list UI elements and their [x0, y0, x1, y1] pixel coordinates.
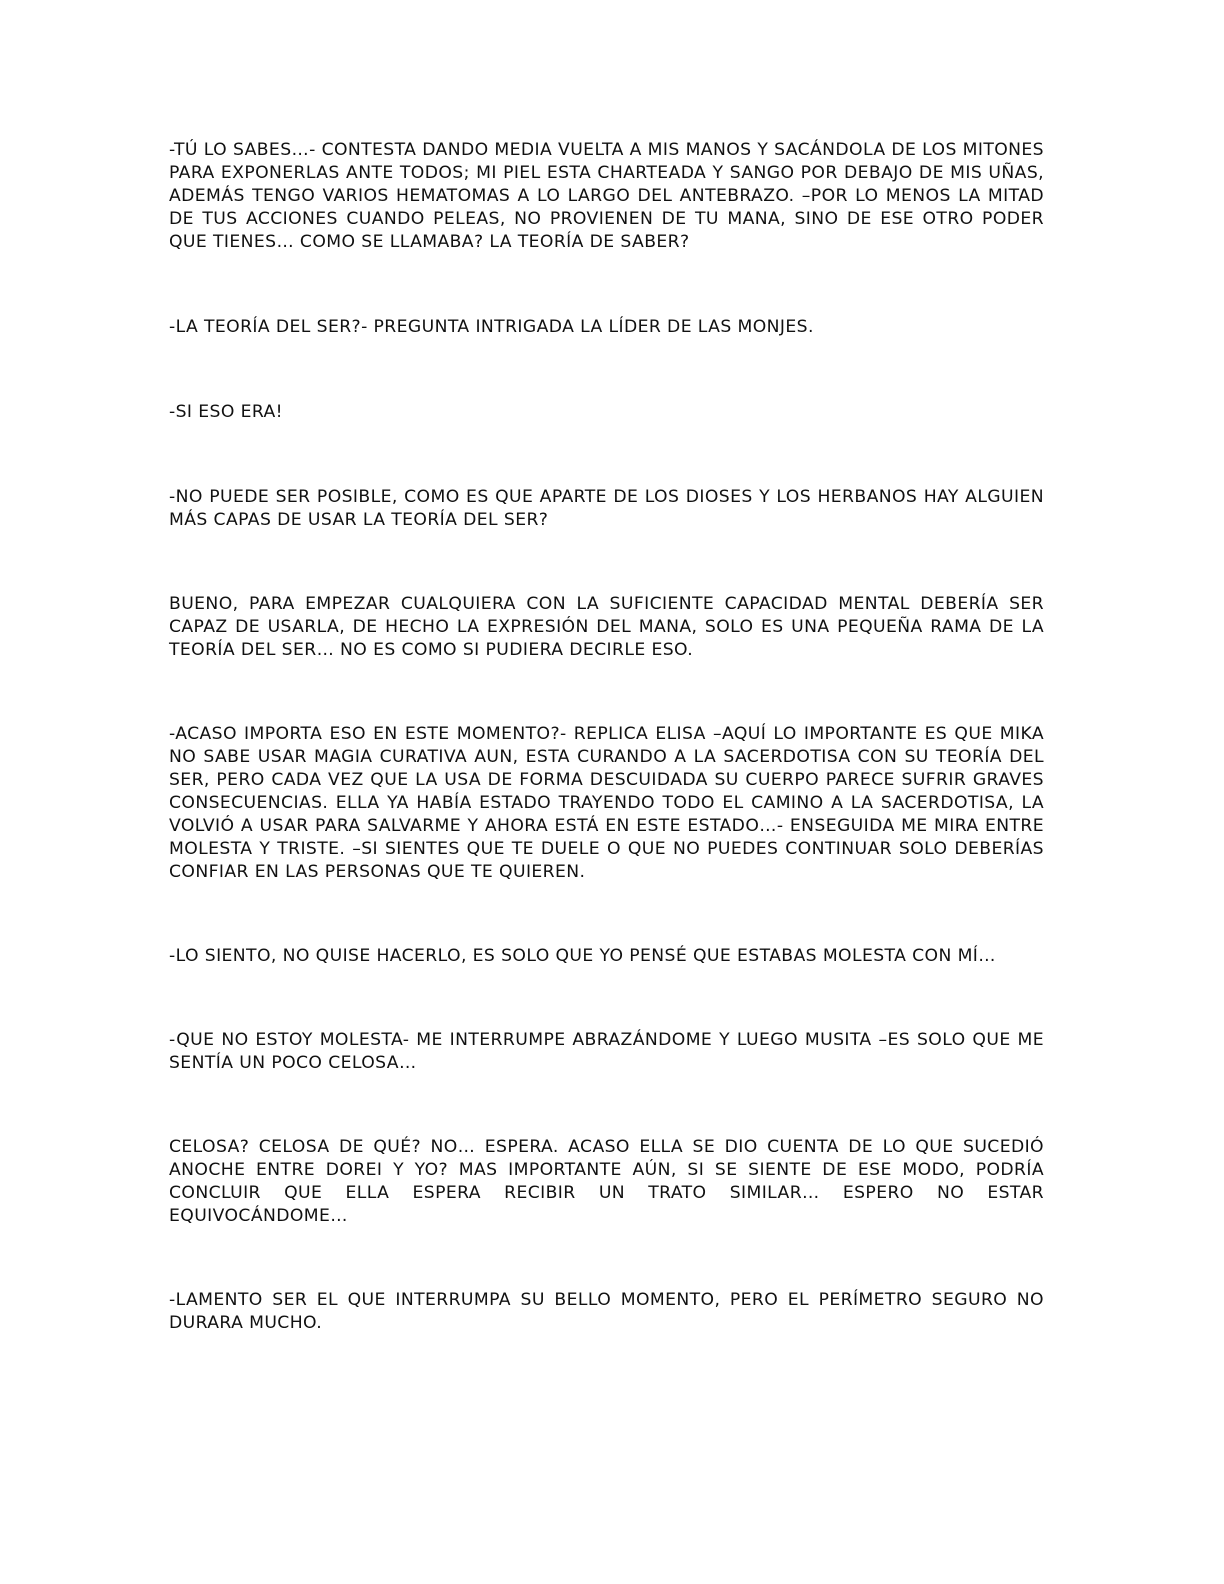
text-body: [169, 139, 1044, 1335]
paragraph-6: -ACASO IMPORTA ESO EN ESTE MOMENTO?- REPLICA ELISA –AQUÍ LO IMPORTANTE ES QUE MIKA NO SABE USAR MAGIA CURATIVA AUN, ESTA CURANDO A LA SACERDOTISA CON SU TEORÍA DEL SER, PERO CADA VEZ QUE LA USA DE FORMA DESCUIDADA SU CUERPO PARECE SUFRIR GRAVES CONSECUENCIAS. ELLA YA HABÍA ESTADO TRAYENDO TODO EL CAMINO A LA SACERDOTISA, LA VOLVIÓ A USAR PARA SALVARME Y AHORA ESTÁ EN ESTE ESTADO…- ENSEGUIDA ME MIRA ENTRE MOLESTA Y TRISTE. –SI SIENTES QUE TE DUELE O QUE NO PUEDES CONTINUAR SOLO DEBERÍAS CONFIAR EN LAS PERSONAS QUE TE QUIEREN.: [169, 724, 1044, 882]
paragraph-9: CELOSA? CELOSA DE QUÉ? NO… ESPERA. ACASO ELLA SE DIO CUENTA DE LO QUE SUCEDIÓ ANOCHE ENTRE DOREI Y YO? MAS IMPORTANTE AÚN, SI SE SIENTE DE ESE MODO, PODRÍA CONCLUIR QUE ELLA ESPERA RECIBIR UN TRATO SIMILAR… ESPERO NO ESTAR EQUIVOCÁNDOME…: [169, 1137, 1044, 1226]
paragraph-3: -SI ESO ERA!: [169, 402, 283, 422]
paragraph-8: -QUE NO ESTOY MOLESTA- ME INTERRUMPE ABRAZÁNDOME Y LUEGO MUSITA –ES SOLO QUE ME SENTÍA UN POCO CELOSA…: [169, 1030, 1044, 1073]
paragraph-7: -LO SIENTO, NO QUISE HACERLO, ES SOLO QUE YO PENSÉ QUE ESTABAS MOLESTA CON MÍ…: [169, 946, 996, 966]
paragraph-4: -NO PUEDE SER POSIBLE, COMO ES QUE APARTE DE LOS DIOSES Y LOS HERBANOS HAY ALGUIEN MÁS CAPAS DE USAR LA TEORÍA DEL SER?: [169, 487, 1044, 530]
paragraph-10: -LAMENTO SER EL QUE INTERRUMPA SU BELLO MOMENTO, PERO EL PERÍMETRO SEGURO NO DURARA MUCHO.: [169, 1290, 1044, 1333]
paragraph-5: BUENO, PARA EMPEZAR CUALQUIERA CON LA SUFICIENTE CAPACIDAD MENTAL DEBERÍA SER CAPAZ DE USARLA, DE HECHO LA EXPRESIÓN DEL MANA, SOLO ES UNA PEQUEÑA RAMA DE LA TEORÍA DEL SER… NO ES COMO SI PUDIERA DECIRLE ESO.: [169, 594, 1044, 660]
paragraph-2: -LA TEORÍA DEL SER?- PREGUNTA INTRIGADA LA LÍDER DE LAS MONJES.: [169, 317, 814, 337]
paragraph-1: -TÚ LO SABES…- CONTESTA DANDO MEDIA VUELTA A MIS MANOS Y SACÁNDOLA DE LOS MITONES PARA EXPONERLAS ANTE TODOS; MI PIEL ESTA CHARTEADA Y SANGO POR DEBAJO DE MIS UÑAS, ADEMÁS TENGO VARIOS HEMATOMAS A LO LARGO DEL ANTEBRAZO. –POR LO MENOS LA MITAD DE TUS ACCIONES CUANDO PELEAS, NO PROVIENEN DE TU MANA, SINO DE ESE OTRO PODER QUE TIENES… COMO SE LLAMABA? LA TEORÍA DE SABER?: [169, 140, 1044, 252]
